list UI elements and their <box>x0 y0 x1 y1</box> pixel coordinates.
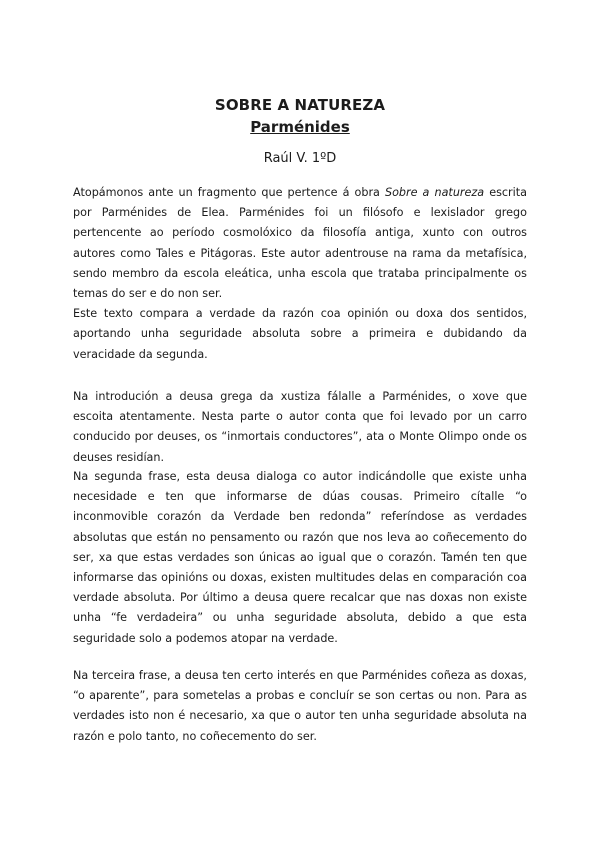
document-author: Raúl V. 1ºD <box>263 151 337 166</box>
document-title: SOBRE A NATUREZA <box>214 96 386 114</box>
intro-text-rest: escrita por Parménides de Elea. Parménides foi un filósofo e lexislador grego pertencente ao período cosmolóxico da filosofía antiga, xunto con outros autores como Tales e Pitágoras. Este autor adentrouse na rama da metafísica, sendo membro da escola eleática, unha escola que trataba principalmente os temas do ser e do non ser. <box>73 186 528 301</box>
paragraph-third-phrase: Na terceira frase, a deusa ten certo interés en que Parménides coñeza as doxas, “o aparente”, para sometelas a probas e concluír se son certas ou non. Para as verdades isto non é necesario, xa que o autor ten unha seguridade absoluta na razón e polo tanto, no coñecemento do ser. <box>73 669 527 743</box>
intro-text-start: Atopámonos ante un fragmento que pertence á obra <box>73 186 385 199</box>
intro-paragraph <box>73 183 527 365</box>
document-subtitle: Parménides <box>250 118 350 136</box>
paragraph-second-phrase: Na segunda frase, esta deusa dialoga co autor indicándolle que existe unha necesidade e ten que informarse de dúas cousas. Primeiro cítalle “o inconmovible corazón da Verdade ben redonda” referíndose as verdades absolutas que están no pensamento ou razón que nos leva ao coñecemento do ser, xa que estas verdades son únicas ao igual que o corazón. Tamén ten que informarse das opinións ou doxas, existen multitudes delas en comparación coa verdade absoluta. Por último a deusa quere recalcar que nas doxas non existe unha “fe verdadeira” ou unha seguridade absoluta, debido a que esta seguridade solo a podemos atopar na verdade. <box>73 470 527 645</box>
work-title-italic: Sobre a natureza <box>384 186 485 199</box>
paragraph-introduction: Na introdución a deusa grega da xustiza fálalle a Parménides, o xove que escoita atentamente. Nesta parte o autor conta que foi levado por un carro conducido por deuses, os “inmortais conductores”, ata o Monte Olimpo onde os deuses residían. <box>73 390 527 464</box>
intro-second-sentence: Este texto compara a verdade da razón coa opinión ou doxa dos sentidos, aportando unha seguridade absoluta sobre a primeira e dubidando da veracidade da segunda. <box>73 307 527 361</box>
